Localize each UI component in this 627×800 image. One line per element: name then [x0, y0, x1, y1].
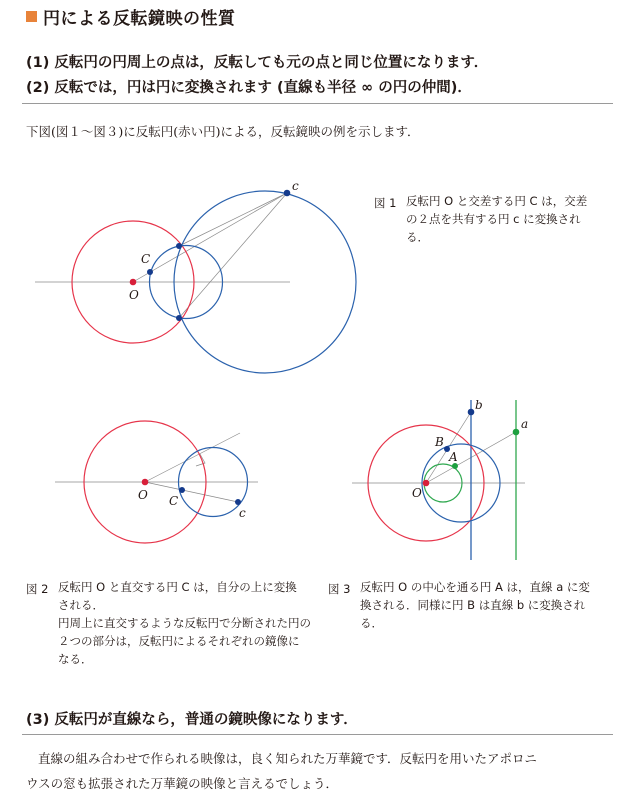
figure-3-caption: 反転円 O の中心を通る円 A は，直線 a に変 換される．同様に円 B は直線 b に変換され る． — [360, 580, 590, 630]
center-point-O — [142, 479, 149, 486]
label-O: O — [412, 486, 422, 500]
label-c: c — [292, 179, 299, 193]
figure-3-number: 図 3 — [328, 582, 351, 596]
label-C: C — [169, 494, 179, 508]
figure-3 — [340, 395, 580, 565]
intro-text: 下図(図１～図３)に反転円(赤い円)による，反転鏡映の例を示します． — [26, 124, 420, 139]
intersection-top — [176, 243, 182, 249]
property-2: (2) 反転では，円は円に変換されます (直線も半径 ∞ の円の仲間)． — [26, 80, 472, 96]
label-A: A — [449, 450, 458, 464]
divider — [22, 734, 613, 735]
label-B: B — [435, 435, 444, 449]
point-c — [235, 499, 241, 505]
label-O: O — [129, 288, 139, 302]
center-point-O — [423, 480, 430, 487]
point-c — [284, 190, 291, 197]
point-b — [468, 409, 475, 416]
property-1: (1) 反転円の円周上の点は，反転しても元の点と同じ位置になります． — [26, 55, 489, 71]
section-3-body: 直線の組み合わせで作られる映像は，良く知られた万華鏡です．反転円を用いたアポロニ ウスの窓も拡張された万華鏡の映像と言えるでしょう． — [26, 751, 538, 791]
figure-1-caption: 反転円 O と交差する円 C は，交差 の２点を共有する円 c に変換され る． — [406, 194, 588, 244]
intersection-bottom — [176, 315, 182, 321]
label-c: c — [239, 506, 246, 520]
figure-1-number: 図 1 — [374, 196, 397, 210]
figure-2-caption: 反転円 O と直交する円 C は，自分の上に変換 される． 円周上に直交するような反転円で分断された円の ２つの部分は，反転円によるそれぞれの鏡像に なる． — [58, 580, 311, 666]
page-title: 円による反転鏡映の性質 — [43, 9, 236, 29]
title-bullet-icon — [26, 11, 37, 22]
figure-2-number: 図 2 — [26, 582, 49, 596]
point-a — [513, 429, 520, 436]
section-3-heading: (3) 反転円が直線なら，普通の鏡映像になります． — [26, 712, 358, 728]
label-a: a — [521, 417, 529, 431]
point-C — [147, 269, 153, 275]
label-b: b — [475, 398, 483, 412]
figure-2 — [0, 410, 310, 560]
point-C — [179, 487, 185, 493]
center-point-O — [130, 279, 137, 286]
figure-1 — [0, 170, 380, 380]
divider — [22, 103, 613, 104]
label-O: O — [138, 488, 148, 502]
label-C: C — [141, 252, 151, 266]
figure-1-construction-lines — [35, 193, 290, 318]
